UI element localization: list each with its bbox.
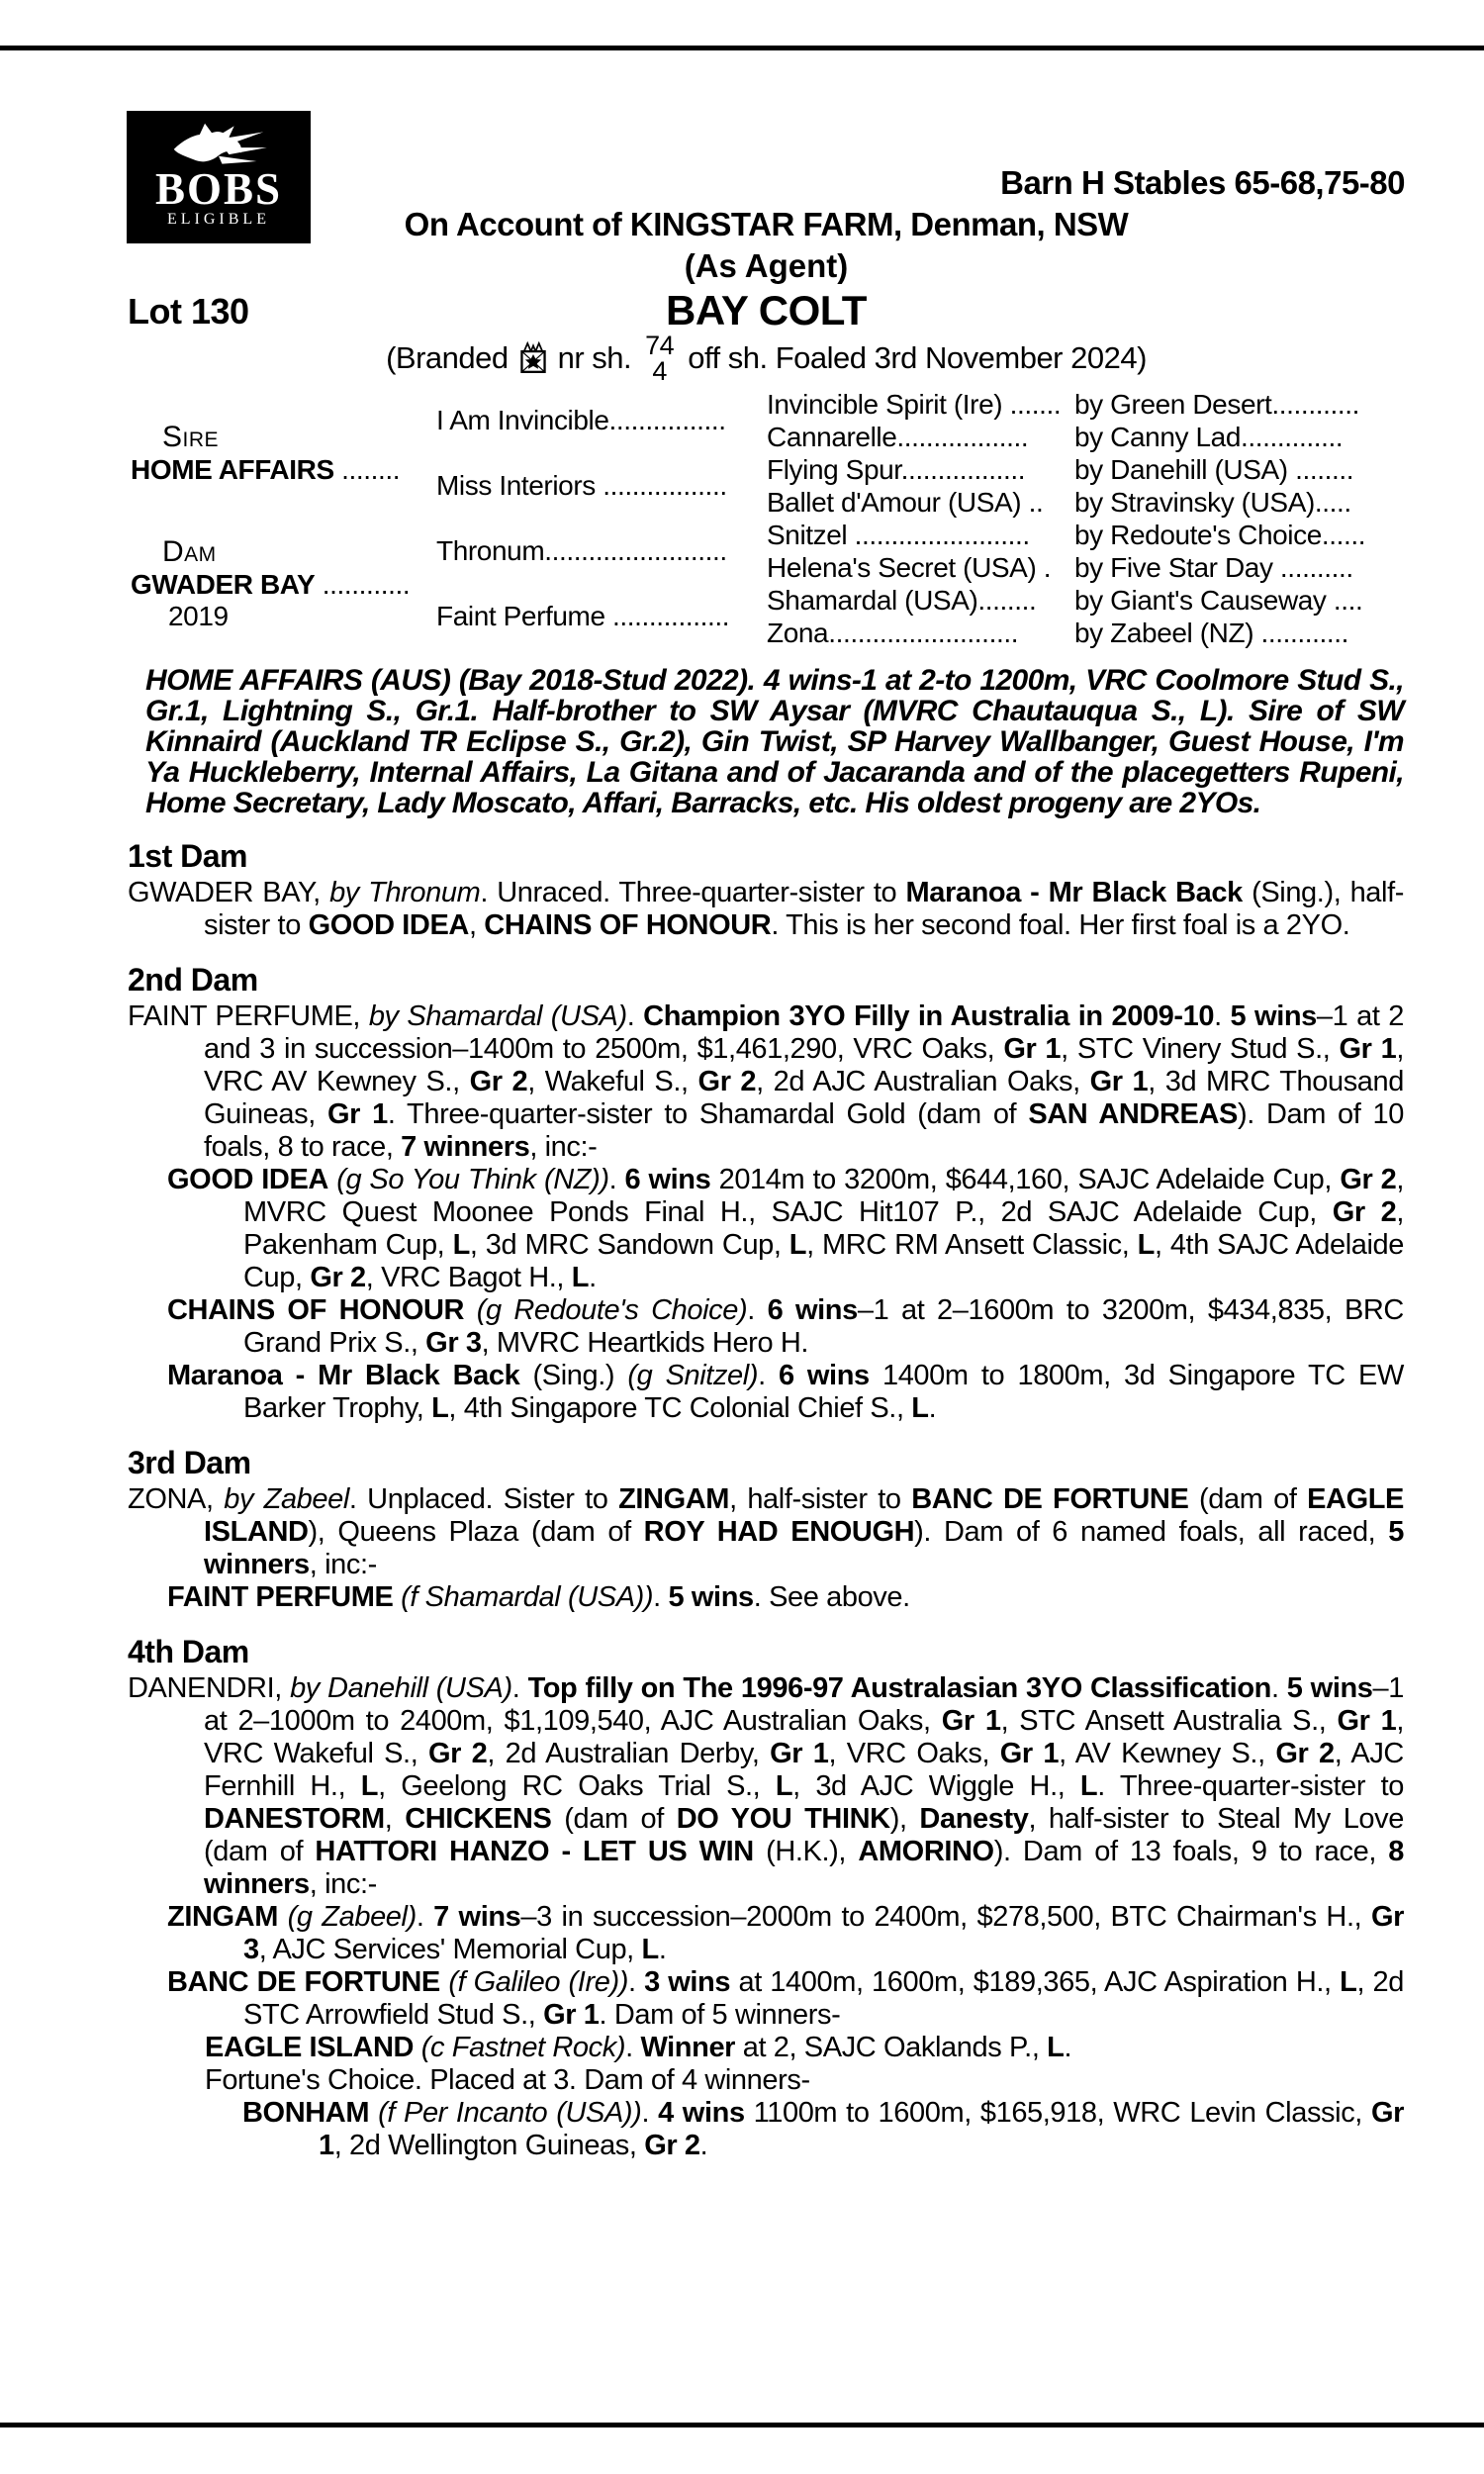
text-segment: Top filly on The 1996-97 Australasian 3YO Classification bbox=[527, 1672, 1271, 1704]
pedigree-grandparent: Flying Spur................. bbox=[767, 453, 1026, 485]
text-segment: , inc:- bbox=[529, 1131, 598, 1163]
text-segment: HOME AFFAIRS (AUS) (Bay 2018-Stud 2022). 4 wins-1 at 2-to 1200m, VRC Coolmore Stud S., Gr.1, Lightning S., Gr.1. Half-brother to SW Aysar (MVRC Chautauqua S., L). Sire of SW Kinnaird (Auckland TR Eclipse S., Gr.2), Gin Twist, SP Harvey Wallbanger, Guest House, I'm Ya Huckleberry, Internal Affairs, La Gitana and of Jacaranda and of the placegetters Rupeni, Home Secretary, Lady Moscato, Affari, Barracks, etc. His oldest progeny are 2YOs. bbox=[145, 664, 1404, 819]
text-segment: ZONA, bbox=[128, 1483, 225, 1515]
text-segment: , half-sister to bbox=[729, 1483, 912, 1515]
text-segment: . bbox=[625, 2032, 641, 2063]
text-segment: (H.K.), bbox=[753, 1836, 859, 1867]
text-segment: , 4th SAJC Adelaide Cup, bbox=[243, 1229, 1404, 1293]
text-segment: , AV Kewney S., bbox=[1059, 1738, 1276, 1769]
text-segment: Maranoa - Mr Black Back bbox=[167, 1360, 520, 1391]
text-segment: L bbox=[431, 1392, 449, 1424]
logo-text-eligible: ELIGIBLE bbox=[167, 211, 270, 228]
text-segment: EAGLE ISLAND bbox=[204, 1483, 1404, 1548]
text-segment: AMORINO bbox=[858, 1836, 994, 1867]
text-segment: L bbox=[1340, 1966, 1357, 1998]
paragraph-zona bbox=[128, 1483, 1404, 1581]
text-segment: Gr 1 bbox=[319, 2097, 1404, 2161]
text-segment: , inc:- bbox=[309, 1868, 377, 1900]
pedigree-grandparent: Ballet d'Amour (USA) .. bbox=[767, 486, 1044, 518]
paragraph-maranoa-mr-black-back bbox=[167, 1360, 1404, 1425]
text-segment: 5 wins bbox=[668, 1581, 754, 1613]
text-segment: CHAINS OF HONOUR bbox=[484, 909, 772, 941]
text-segment: BONHAM bbox=[242, 2097, 370, 2129]
paragraph-faint-perfume bbox=[128, 1000, 1404, 1164]
page-title: BAY COLT bbox=[666, 287, 867, 333]
top-rule bbox=[0, 46, 1484, 50]
text-segment: Gr 2 bbox=[1340, 1164, 1397, 1195]
vendor-account-line: On Account of KINGSTAR FARM, Denman, NSW bbox=[404, 206, 1129, 242]
text-segment: –1 at 2–1600m to 3200m, $434,835, BRC Grand Prix S., bbox=[243, 1294, 1404, 1359]
paragraph-faint-perfume-see-above bbox=[167, 1581, 1404, 1614]
text-segment: , VRC AV Kewney S., bbox=[204, 1033, 1404, 1097]
text-segment: . See above. bbox=[753, 1581, 910, 1613]
text-segment: at 2, SAJC Oaklands P., bbox=[735, 2032, 1048, 2063]
pedigree-grandparent: Snitzel ........................ bbox=[767, 519, 1030, 550]
text-segment: , 3d MRC Sandown Cup, bbox=[469, 1229, 789, 1261]
text-segment: 8 winners bbox=[204, 1836, 1404, 1900]
text-segment: DANENDRI, bbox=[128, 1672, 291, 1704]
text-segment: . bbox=[928, 1392, 937, 1424]
paragraph-banc-de-fortune bbox=[167, 1966, 1404, 2032]
brand-number-bottom: 4 bbox=[652, 356, 667, 386]
text-segment bbox=[328, 1164, 336, 1195]
text-segment: . bbox=[1214, 1000, 1231, 1032]
text-segment bbox=[414, 2032, 421, 2063]
dam-year: 2019 bbox=[168, 601, 229, 631]
dam-section-heading: 4th Dam bbox=[128, 1634, 249, 1669]
text-segment: Gr 2 bbox=[469, 1066, 528, 1097]
text-segment: CHAINS OF HONOUR bbox=[167, 1294, 465, 1326]
text-segment: GOOD IDEA bbox=[308, 909, 469, 941]
text-segment: (f Per Incanto (USA)) bbox=[378, 2097, 642, 2129]
text-segment: (g Zabeel) bbox=[287, 1901, 417, 1933]
brand-number-top: 74 bbox=[645, 331, 675, 360]
pedigree-grandparent: Zona.......................... bbox=[767, 617, 1019, 648]
text-segment: Gr 3 bbox=[243, 1901, 1404, 1965]
text-segment: Gr 2 bbox=[1275, 1738, 1335, 1769]
text-segment: ROY HAD ENOUGH bbox=[643, 1516, 915, 1548]
paragraph-gwader-bay bbox=[128, 877, 1404, 942]
text-segment: by Danehill (USA) bbox=[290, 1672, 512, 1704]
paragraph-eagle-island bbox=[205, 2032, 1404, 2064]
text-segment: , MRC RM Ansett Classic, bbox=[806, 1229, 1138, 1261]
sire-name-text: HOME AFFAIRS bbox=[131, 454, 334, 485]
text-segment: by Shamardal (USA) bbox=[368, 1000, 627, 1032]
text-segment: . bbox=[511, 1672, 528, 1704]
text-segment: 2014m to 3200m, $644,160, SAJC Adelaide Cup, bbox=[710, 1164, 1341, 1195]
text-segment: GWADER BAY, bbox=[128, 877, 330, 908]
text-segment: , STC Ansett Australia S., bbox=[1000, 1705, 1338, 1737]
text-segment: 5 wins bbox=[1230, 1000, 1317, 1032]
text-segment: EAGLE ISLAND bbox=[205, 2032, 415, 2063]
text-segment: L bbox=[788, 1229, 807, 1261]
dam-name-dots: ............ bbox=[315, 569, 411, 600]
text-segment bbox=[393, 1581, 401, 1613]
bottom-rule bbox=[0, 2423, 1484, 2427]
branded-near-shoulder: nr sh. bbox=[557, 340, 632, 375]
pedigree-table bbox=[131, 388, 1405, 649]
text-segment: 5 winners bbox=[204, 1516, 1404, 1580]
text-segment: Gr 1 bbox=[999, 1738, 1060, 1769]
dam-section-heading: 2nd Dam bbox=[128, 962, 258, 998]
paragraph-bonham bbox=[242, 2097, 1404, 2162]
pedigree-grandparent: Shamardal (USA)........ bbox=[767, 584, 1037, 616]
brand-mark-icon bbox=[518, 340, 548, 376]
text-segment: 4 wins bbox=[658, 2097, 745, 2129]
text-segment: (g Redoute's Choice) bbox=[476, 1294, 748, 1326]
text-segment: (g So You Think (NZ)) bbox=[336, 1164, 609, 1195]
pedigree-grandparent-by: by Giant's Causeway .... bbox=[1074, 584, 1363, 616]
text-segment: . bbox=[627, 1966, 645, 1998]
text-segment: GOOD IDEA bbox=[167, 1164, 328, 1195]
text-segment: , VRC Wakeful S., bbox=[204, 1705, 1405, 1769]
text-segment bbox=[278, 1901, 288, 1933]
paragraph-good-idea bbox=[167, 1164, 1404, 1294]
dam-name-text: GWADER BAY bbox=[131, 569, 316, 600]
text-segment: , Wakeful S., bbox=[527, 1066, 698, 1097]
paragraph-zingam bbox=[167, 1901, 1404, 1966]
text-segment: , inc:- bbox=[309, 1549, 377, 1580]
text-segment: 6 wins bbox=[778, 1360, 870, 1391]
pedigree-parent: I Am Invincible................ bbox=[436, 405, 726, 435]
text-segment: , bbox=[384, 1803, 406, 1835]
branded-line bbox=[128, 333, 1405, 384]
text-segment: DANESTORM bbox=[204, 1803, 385, 1835]
text-segment: , Geelong RC Oaks Trial S., bbox=[378, 1770, 776, 1802]
text-segment: , 2d AJC Australian Oaks, bbox=[756, 1066, 1090, 1097]
text-segment: , Pakenham Cup, bbox=[243, 1196, 1404, 1261]
text-segment: (c Fastnet Rock) bbox=[420, 2032, 626, 2063]
text-segment: . bbox=[589, 1262, 597, 1293]
text-segment: . bbox=[641, 2097, 659, 2129]
dam-sections bbox=[128, 840, 1404, 2162]
paragraph-fortunes-choice bbox=[205, 2064, 1404, 2097]
text-segment: BANC DE FORTUNE bbox=[911, 1483, 1189, 1515]
text-segment: Gr 1 bbox=[770, 1738, 829, 1769]
text-segment: Gr 1 bbox=[326, 1098, 388, 1130]
text-segment: Gr 2 bbox=[1332, 1196, 1397, 1228]
dam-name bbox=[131, 569, 436, 601]
pedigree-grandparent-by: by Five Star Day .......... bbox=[1074, 551, 1353, 583]
text-segment: , bbox=[468, 909, 485, 941]
dam-section-heading: 3rd Dam bbox=[128, 1445, 251, 1480]
pedigree-parent: Miss Interiors ................. bbox=[436, 470, 727, 501]
text-segment: (f Galileo (Ire)) bbox=[448, 1966, 628, 1998]
pedigree-grandparent: Invincible Spirit (Ire) ....... bbox=[767, 388, 1062, 420]
text-segment: (dam of bbox=[551, 1803, 677, 1835]
text-segment: Gr 2 bbox=[697, 1066, 757, 1097]
pedigree-text-content bbox=[128, 665, 1404, 2162]
text-segment bbox=[369, 2097, 378, 2129]
text-segment: . bbox=[653, 1581, 669, 1613]
text-segment: , half-sister to Steal My Love (dam of bbox=[204, 1803, 1404, 1867]
dam-section-heading: 1st Dam bbox=[128, 838, 247, 874]
text-segment: ZINGAM bbox=[618, 1483, 730, 1515]
text-segment: ), Queens Plaza (dam of bbox=[308, 1516, 644, 1548]
text-segment: . bbox=[1270, 1672, 1287, 1704]
text-segment: . Three-quarter-sister to bbox=[1097, 1770, 1405, 1802]
text-segment: , VRC Oaks, bbox=[828, 1738, 1000, 1769]
text-segment: Maranoa - Mr Black Back bbox=[905, 877, 1243, 908]
branded-prefix: (Branded bbox=[386, 340, 509, 375]
text-segment: 3 wins bbox=[644, 1966, 731, 1998]
text-segment: , AJC Fernhill H., bbox=[204, 1738, 1404, 1802]
text-segment: . bbox=[658, 1934, 667, 1965]
text-segment: L bbox=[641, 1934, 659, 1965]
text-segment: –1 at 2 and 3 in succession–1400m to 2500m, $1,461,290, VRC Oaks, bbox=[204, 1000, 1404, 1065]
horse-head-icon bbox=[156, 115, 281, 168]
text-segment: . bbox=[1064, 2032, 1072, 2063]
text-segment: , MVRC Quest Moonee Ponds Final H., SAJC Hit107 P., 2d SAJC Adelaide Cup, bbox=[243, 1164, 1404, 1228]
text-segment: 1100m to 1600m, $165,918, WRC Levin Classic, bbox=[744, 2097, 1371, 2129]
text-segment: HATTORI HANZO - LET US WIN bbox=[315, 1836, 754, 1867]
pedigree-parent: Faint Perfume ................ bbox=[436, 601, 730, 631]
text-segment: –1 at 2–1000m to 2400m, $1,109,540, AJC Australian Oaks, bbox=[204, 1672, 1404, 1737]
pedigree-grandparent-by: by Canny Lad.............. bbox=[1074, 421, 1344, 452]
text-segment: . bbox=[699, 2130, 708, 2161]
lot-number: Lot 130 bbox=[128, 291, 249, 332]
text-segment: Gr 1 bbox=[1337, 1705, 1397, 1737]
text-segment: . Unraced. Three-quarter-sister to bbox=[480, 877, 906, 908]
text-segment: L bbox=[452, 1229, 470, 1261]
branded-suffix: off sh. Foaled 3rd November 2024) bbox=[688, 340, 1147, 375]
barn-stables-line: Barn H Stables 65-68,75-80 bbox=[1000, 164, 1405, 201]
pedigree-grandparent: Cannarelle.................. bbox=[767, 421, 1029, 452]
text-segment: ), bbox=[889, 1803, 920, 1835]
pedigree-grandparent-by: by Danehill (USA) ........ bbox=[1074, 453, 1354, 485]
text-segment: Champion 3YO Filly in Australia in 2009-10 bbox=[643, 1000, 1215, 1032]
text-segment: L bbox=[1079, 1770, 1098, 1802]
text-segment: , 3d AJC Wiggle H., bbox=[792, 1770, 1080, 1802]
text-segment: . Unplaced. Sister to bbox=[348, 1483, 619, 1515]
pedigree-sire-block bbox=[131, 388, 436, 519]
text-segment: DO YOU THINK bbox=[676, 1803, 890, 1835]
text-segment: 1400m to 1800m, 3d Singapore TC EW Barker Trophy, bbox=[243, 1360, 1404, 1424]
pedigree-dam-block bbox=[131, 519, 436, 649]
text-segment: (g Snitzel) bbox=[627, 1360, 759, 1391]
text-segment: Gr 2 bbox=[310, 1262, 366, 1293]
text-segment: . Three-quarter-sister to Shamardal Gold (dam of bbox=[387, 1098, 1029, 1130]
text-segment: by Zabeel bbox=[224, 1483, 349, 1515]
text-segment: ZINGAM bbox=[167, 1901, 278, 1933]
text-segment: L bbox=[1047, 2032, 1065, 2063]
text-segment: , 2d Wellington Guineas, bbox=[333, 2130, 645, 2161]
text-segment: , 3d MRC Thousand Guineas, bbox=[204, 1066, 1404, 1130]
text-segment bbox=[464, 1294, 477, 1326]
text-segment: ). Dam of 6 named foals, all raced, bbox=[914, 1516, 1389, 1548]
text-segment: , 2d Australian Derby, bbox=[487, 1738, 771, 1769]
pedigree-grandparent-by: by Redoute's Choice...... bbox=[1074, 519, 1366, 550]
text-segment: SAN ANDREAS bbox=[1028, 1098, 1238, 1130]
text-segment: Fortune's Choice. Placed at 3. Dam of 4 winners- bbox=[205, 2064, 810, 2096]
text-segment: Gr 1 bbox=[1339, 1033, 1397, 1065]
text-segment: . bbox=[608, 1164, 625, 1195]
text-segment: . bbox=[626, 1000, 644, 1032]
text-segment: 7 winners bbox=[401, 1131, 530, 1163]
pedigree-grandparent-by: by Zabeel (NZ) ............ bbox=[1074, 617, 1349, 648]
text-segment: ). Dam of 13 foals, 9 to race, bbox=[993, 1836, 1389, 1867]
text-segment: Danesty bbox=[919, 1803, 1029, 1835]
text-segment: (dam of bbox=[1188, 1483, 1308, 1515]
text-segment: FAINT PERFUME, bbox=[128, 1000, 369, 1032]
text-segment: L bbox=[360, 1770, 379, 1802]
text-segment: CHICKENS bbox=[405, 1803, 552, 1835]
text-segment: 6 wins bbox=[767, 1294, 858, 1326]
text-segment: 6 wins bbox=[624, 1164, 711, 1195]
text-segment: Gr 1 bbox=[1089, 1066, 1149, 1097]
pedigree-grandparent-by: by Green Desert............ bbox=[1074, 388, 1359, 420]
text-segment: , VRC Bagot H., bbox=[365, 1262, 572, 1293]
text-segment: Winner bbox=[640, 2032, 736, 2063]
text-segment: , STC Vinery Stud S., bbox=[1061, 1033, 1340, 1065]
text-segment: Gr 1 bbox=[941, 1705, 1001, 1737]
sire-name bbox=[131, 454, 436, 486]
text-segment: L bbox=[911, 1392, 929, 1424]
text-segment: , 2d STC Arrowfield Stud S., bbox=[243, 1966, 1404, 2031]
pedigree-grandparent-by: by Stravinsky (USA)..... bbox=[1074, 486, 1351, 518]
text-segment: Gr 1 bbox=[543, 1999, 600, 2031]
text-segment: (f Shamardal (USA)) bbox=[401, 1581, 654, 1613]
text-segment: (Sing.) bbox=[519, 1360, 628, 1391]
text-segment: 5 wins bbox=[1286, 1672, 1373, 1704]
pedigree-parent: Thronum......................... bbox=[436, 535, 727, 566]
text-segment: L bbox=[1137, 1229, 1155, 1261]
text-segment: 7 wins bbox=[433, 1901, 521, 1933]
text-segment: L bbox=[775, 1770, 793, 1802]
text-segment: (Sing.), half-sister to bbox=[204, 877, 1404, 941]
text-segment: . bbox=[747, 1294, 768, 1326]
text-segment: by Thronum bbox=[329, 877, 481, 908]
text-segment: Gr 3 bbox=[425, 1327, 482, 1359]
text-segment: . bbox=[416, 1901, 434, 1933]
text-segment: at 1400m, 1600m, $189,365, AJC Aspiration H., bbox=[730, 1966, 1341, 1998]
logo-text-bobs: BOBS bbox=[154, 164, 283, 214]
paragraph-danendri bbox=[128, 1672, 1404, 1901]
dam-label: Dam bbox=[162, 535, 217, 568]
text-segment: , 4th Singapore TC Colonial Chief S., bbox=[448, 1392, 912, 1424]
sire-name-dots: ........ bbox=[333, 454, 401, 485]
text-segment: Gr 1 bbox=[1003, 1033, 1062, 1065]
text-segment: . Dam of 5 winners- bbox=[599, 1999, 841, 2031]
text-segment: . This is her second foal. Her first foal is a 2YO. bbox=[771, 909, 1350, 941]
sire-label: Sire bbox=[162, 421, 220, 453]
text-segment: Gr 2 bbox=[427, 1738, 488, 1769]
text-segment: Gr 2 bbox=[644, 2130, 700, 2161]
paragraph-chains-of-honour bbox=[167, 1294, 1404, 1360]
text-segment: . bbox=[758, 1360, 779, 1391]
text-segment: ). Dam of 10 foals, 8 to race, bbox=[204, 1098, 1404, 1163]
text-segment: –3 in succession–2000m to 2400m, $278,500, BTC Chairman's H., bbox=[520, 1901, 1371, 1933]
brand-number bbox=[645, 333, 674, 384]
as-agent-line: (As Agent) bbox=[684, 247, 849, 284]
text-segment: FAINT PERFUME bbox=[167, 1581, 394, 1613]
pedigree-grandparent: Helena's Secret (USA) . bbox=[767, 551, 1052, 583]
text-segment: L bbox=[571, 1262, 590, 1293]
text-segment: , MVRC Heartkids Hero H. bbox=[481, 1327, 809, 1359]
text-segment: BANC DE FORTUNE bbox=[167, 1966, 440, 1998]
sire-summary bbox=[145, 665, 1404, 818]
text-segment: , AJC Services' Memorial Cup, bbox=[258, 1934, 642, 1965]
